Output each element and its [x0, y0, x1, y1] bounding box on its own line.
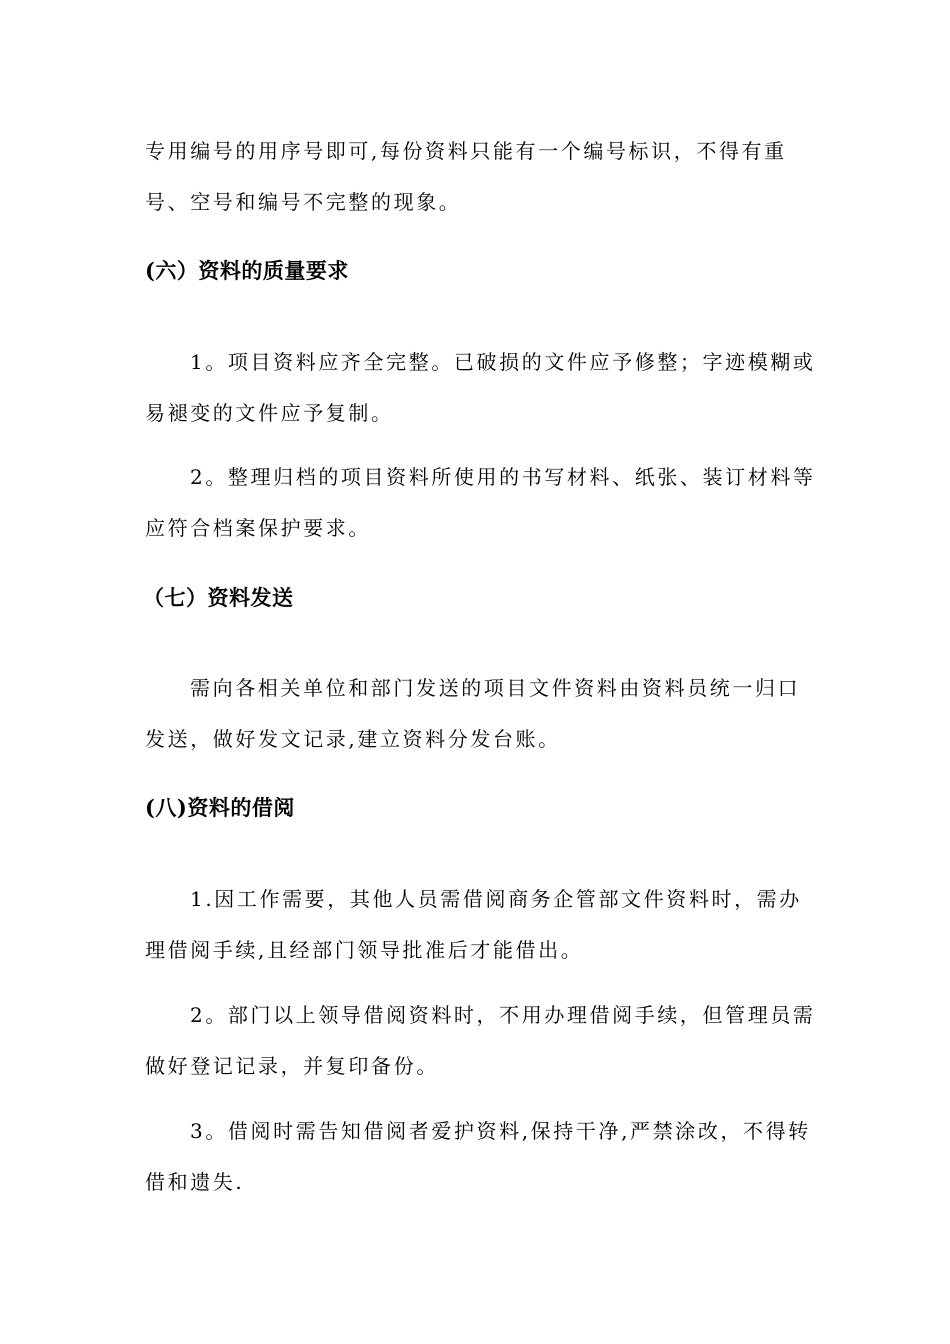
section-heading: (八)资料的借阅 — [145, 795, 295, 820]
paragraph-line: 1。项目资料应齐全完整。已破损的文件应予修整；字迹模糊或 — [190, 350, 816, 374]
paragraph-line: 2。部门以上领导借阅资料时，不用办理借阅手续，但管理员需 — [190, 1003, 816, 1027]
paragraph-line: 专用编号的用序号即可,每份资料只能有一个编号标识，不得有重 — [145, 139, 787, 163]
paragraph-line: 做好登记记录，并复印备份。 — [145, 1054, 439, 1078]
paragraph-line: 借和遗失. — [145, 1170, 245, 1194]
paragraph-line: 发送，做好发文记录,建立资料分发台账。 — [145, 727, 561, 751]
paragraph-line: 易褪变的文件应予复制。 — [145, 401, 394, 425]
section-heading: (六）资料的质量要求 — [145, 258, 349, 283]
paragraph-line: 理借阅手续,且经部门领导批准后才能借出。 — [145, 938, 584, 962]
paragraph-line: 号、空号和编号不完整的现象。 — [145, 190, 462, 214]
paragraph-line: 应符合档案保护要求。 — [145, 516, 371, 540]
paragraph-line: 1.因工作需要，其他人员需借阅商务企管部文件资料时，需办 — [190, 887, 802, 911]
paragraph-line: 2。整理归档的项目资料所使用的书写材料、纸张、装订材料等 — [190, 465, 816, 489]
paragraph-line: 3。借阅时需告知借阅者爱护资料,保持干净,严禁涂改，不得转 — [190, 1119, 811, 1143]
section-heading: （七）资料发送 — [143, 585, 294, 610]
paragraph-line: 需向各相关单位和部门发送的项目文件资料由资料员统一归口 — [190, 676, 801, 700]
